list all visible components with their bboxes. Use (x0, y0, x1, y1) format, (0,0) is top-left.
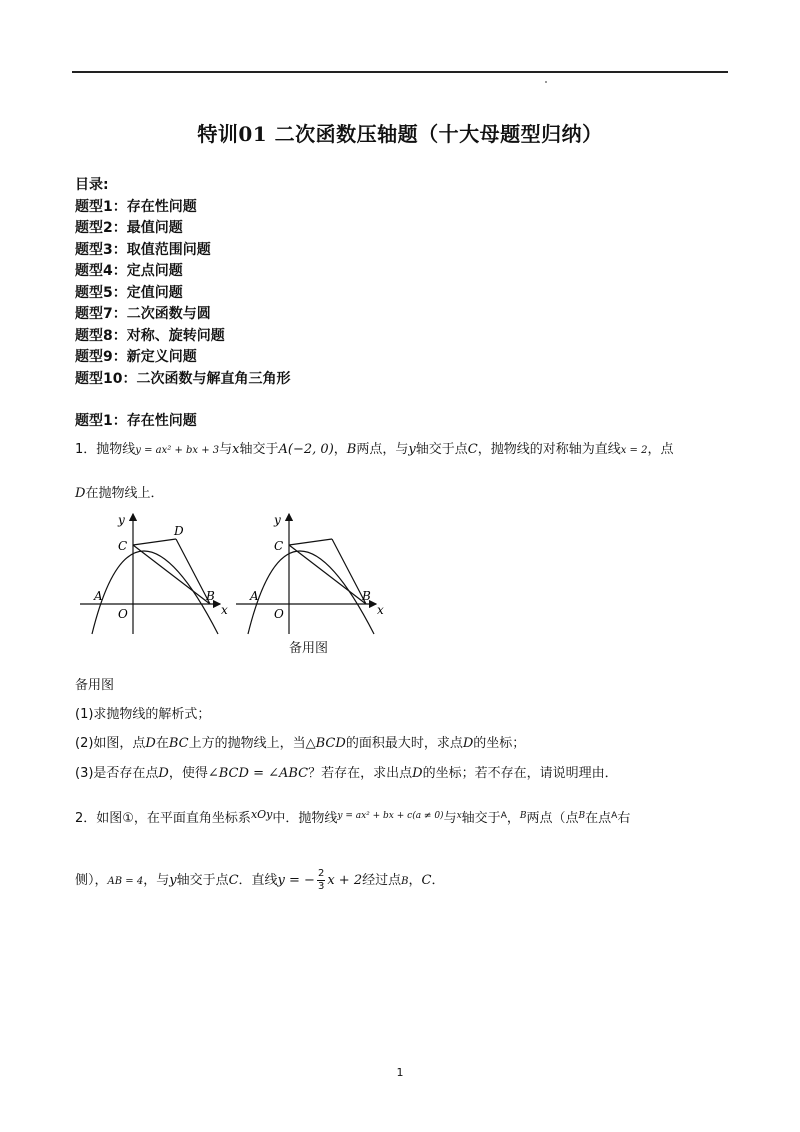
table-of-contents (75, 175, 290, 390)
label-o: O (118, 607, 128, 621)
toc-item: 题型5：定值问题 (75, 284, 183, 301)
page-title: 特训01 二次函数压轴题（十大母题型归纳） (197, 122, 603, 146)
q1-part1: (1)求抛物线的解析式； (75, 707, 211, 722)
figure-caption: 备用图 (289, 641, 329, 656)
label-b: B (362, 589, 371, 603)
q1-part2: (2)如图，点D在BC上方的抛物线上，当△BCD的面积最大时，求点D的坐标； (75, 736, 526, 751)
parabola-figure-main (78, 508, 238, 636)
label-a: A (94, 589, 103, 603)
section-heading: 题型1：存在性问题 (75, 413, 197, 429)
toc-item: 题型8：对称、旋转问题 (75, 327, 225, 344)
label-c: C (118, 539, 128, 553)
label-o: O (274, 607, 284, 621)
label-b: B (206, 589, 215, 603)
fraction: $\frac{2}{3}$ (317, 868, 325, 892)
toc-item: 题型3：取值范围问题 (75, 241, 211, 258)
parabola-figure-backup (234, 508, 394, 636)
q2-statement-line2: 侧），AB = 4，与y轴交于点C．直线y = − $\frac{2}{3}$ x + 2经过点B，C． (75, 868, 445, 892)
label-d: D (174, 524, 184, 538)
q1-part3: (3)是否存在点D，使得∠BCD = ∠ABC？若存在，求出点D的坐标；若不存在，请说明理由． (75, 766, 618, 781)
equation: y = ax² + bx + 3 (135, 445, 220, 456)
label-x: x (377, 603, 384, 617)
label-a: A (250, 589, 259, 603)
q2-statement-line1: 2．如图①，在平面直角坐标系$^{xOy}$中．抛物线$^{y = ax^2 + bx + c(a \ne 0)}$与$^x$轴交于$^A$，$^B$两点（点$^B$在点$^A$右 (75, 808, 631, 826)
q1-statement-line1: 1．抛物线y = ax² + bx + 3与x轴交于A(−2, 0)，B两点，与y轴交于点C，抛物线的对称轴为直线x = 2，点 (75, 442, 674, 457)
point-a: A(−2, 0) (278, 442, 334, 457)
toc-item: 题型4：定点问题 (75, 263, 183, 279)
label-y: y (274, 513, 281, 527)
label-c: C (274, 539, 284, 553)
q1-statement-line2: D在抛物线上． (75, 486, 164, 501)
label-y: y (118, 513, 125, 527)
equation: y = ax² + bx + c(a ≠ 0) (337, 811, 444, 821)
toc-item: 题型9：新定义问题 (75, 349, 197, 365)
speck (545, 81, 547, 83)
header-rule (72, 71, 728, 73)
toc-item: 题型7：二次函数与圆 (75, 306, 211, 322)
toc-item: 题型10：二次函数与解直角三角形 (75, 370, 291, 387)
page-number: 1 (396, 1066, 404, 1079)
toc-heading: 目录: (75, 177, 109, 193)
toc-item: 题型2：最值问题 (75, 220, 183, 236)
label-x: x (221, 603, 228, 617)
toc-item: 题型1：存在性问题 (75, 198, 197, 215)
backup-label: 备用图 (75, 678, 115, 693)
